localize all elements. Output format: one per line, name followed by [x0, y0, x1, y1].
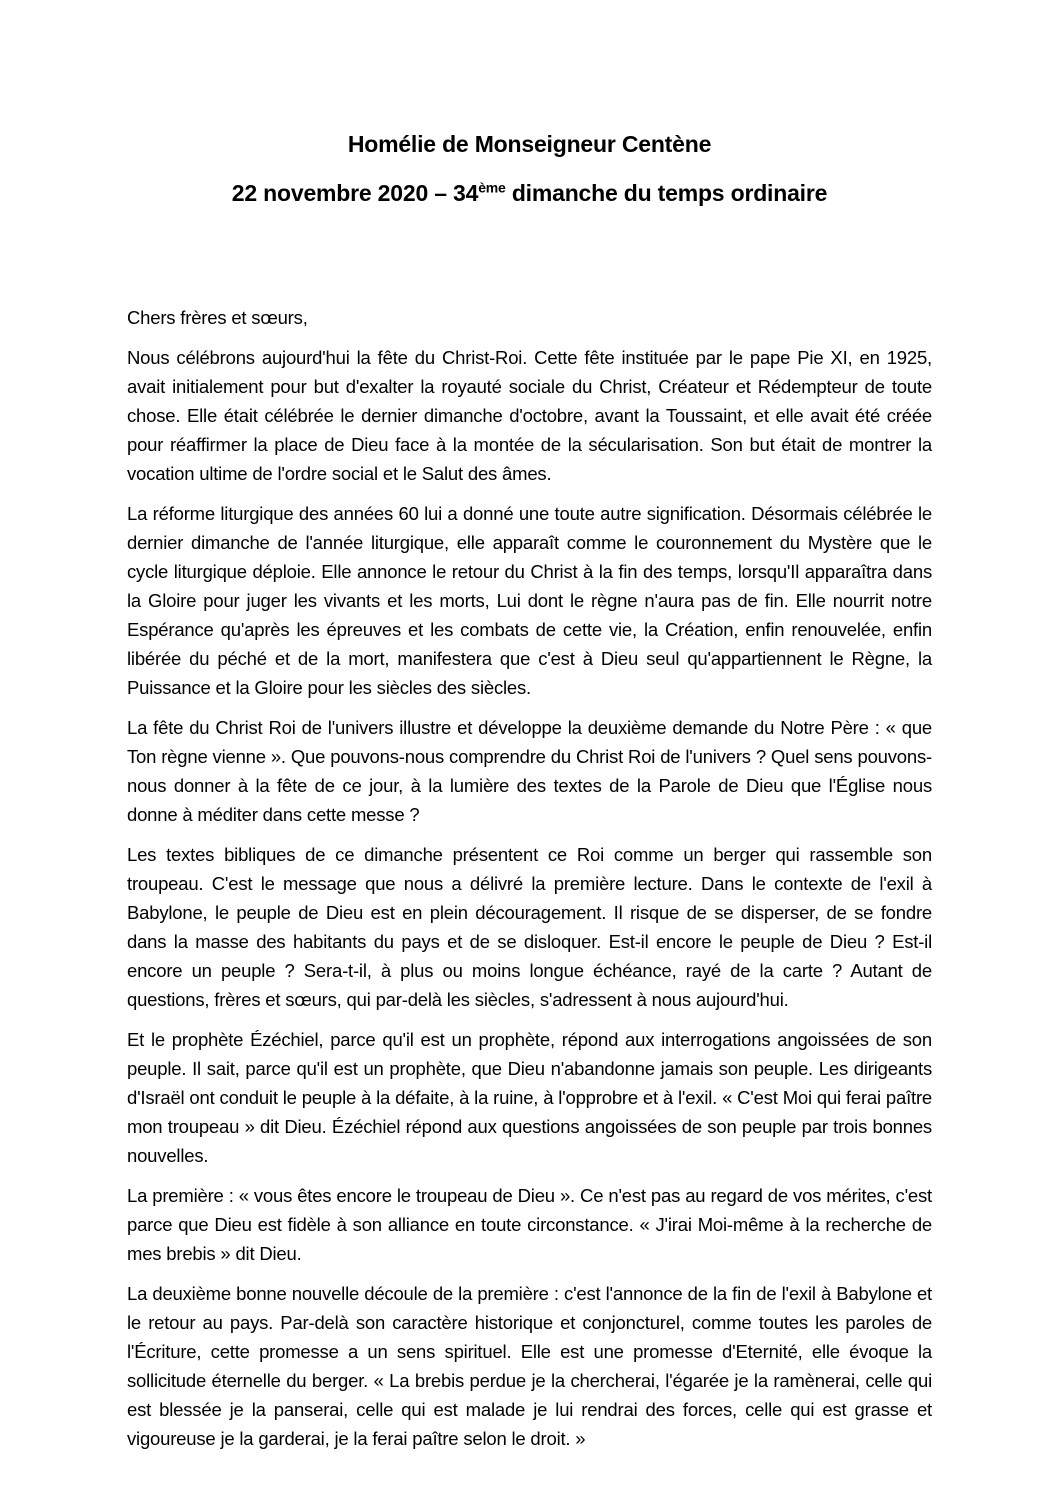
- paragraph: La réforme liturgique des années 60 lui a donné une toute autre signification. Désormais célébrée le dernier dimanche de l'année liturgique, elle apparaît comme le couronnement du Mystère que le cycle liturgique déploie. Elle annonce le retour du Christ à la fin des temps, lorsqu'Il apparaîtra dans la Gloire pour juger les vivants et les morts, Lui dont le règne n'aura pas de fin. Elle nourrit notre Espérance qu'après les épreuves et les combats de cette vie, la Création, enfin renouvelée, enfin libérée du péché et de la mort, manifestera que c'est à Dieu seul qu'appartiennent le Règne, la Puissance et la Gloire pour les siècles des siècles.: [127, 503, 932, 698]
- paragraph: Les textes bibliques de ce dimanche présentent ce Roi comme un berger qui rassemble son troupeau. C'est le message que nous a délivré la première lecture. Dans le contexte de l'exil à Babylone, le peuple de Dieu est en plein découragement. Il risque de se disperser, de se fondre dans la masse des habitants du pays et de se disloquer. Est-il encore le peuple de Dieu ? Est-il encore un peuple ? Sera-t-il, à plus ou moins longue échéance, rayé de la carte ? Autant de questions, frères et sœurs, qui par-delà les siècles, s'adressent à nous aujourd'hui.: [127, 844, 932, 1010]
- paragraph: La deuxième bonne nouvelle découle de la première : c'est l'annonce de la fin de l'exil à Babylone et le retour au pays. Par-delà son caractère historique et conjoncturel, comme toutes les paroles de l'Écriture, cette promesse a un sens spirituel. Elle est une promesse d'Eternité, elle évoque la sollicitude éternelle du berger. « La brebis perdue je la chercherai, l'égarée je la ramènerai, celle qui est blessée je la panserai, celle qui est malade je lui rendrai des forces, celle qui est grasse et vigoureuse je la garderai, je la ferai paître selon le droit. »: [127, 1283, 932, 1449]
- document-subtitle: [127, 180, 932, 206]
- paragraph: Chers frères et sœurs,: [127, 307, 308, 328]
- paragraph: Nous célébrons aujourd'hui la fête du Christ-Roi. Cette fête instituée par le pape Pie XI, en 1925, avait initialement pour but d'exalter la royauté sociale du Christ, Créateur et Rédempteur de toute chose. Elle était célébrée le dernier dimanche d'octobre, avant la Toussaint, et elle avait été créée pour réaffirmer la place de Dieu face à la montée de la sécularisation. Son but était de montrer la vocation ultime de l'ordre social et le Salut des âmes.: [127, 347, 932, 484]
- paragraph: Et le prophète Ézéchiel, parce qu'il est un prophète, répond aux interrogations angoissées de son peuple. Il sait, parce qu'il est un prophète, que Dieu n'abandonne jamais son peuple. Les dirigeants d'Israël ont conduit le peuple à la défaite, à la ruine, à l'opprobre et à l'exil. « C'est Moi qui ferai paître mon troupeau » dit Dieu. Ézéchiel répond aux questions angoissées de son peuple par trois bonnes nouvelles.: [127, 1029, 932, 1166]
- document-title: Homélie de Monseigneur Centène: [347, 131, 712, 157]
- subtitle-label: dimanche du temps ordinaire: [505, 180, 828, 206]
- paragraph: La première : « vous êtes encore le troupeau de Dieu ». Ce n'est pas au regard de vos mérites, c'est parce que Dieu est fidèle à son alliance en toute circonstance. « J'irai Moi-même à la recherche de mes brebis » dit Dieu.: [127, 1185, 932, 1264]
- subtitle-ordinal-superscript: ème: [478, 179, 506, 196]
- homily-body: [127, 303, 932, 1453]
- subtitle-date: 22 novembre 2020 – 34: [231, 180, 479, 206]
- paragraph: La fête du Christ Roi de l'univers illustre et développe la deuxième demande du Notre Père : « que Ton règne vienne ». Que pouvons-nous comprendre du Christ Roi de l'univers ? Quel sens pouvons-nous donner à la fête de ce jour, à la lumière des textes de la Parole de Dieu que l'Église nous donne à méditer dans cette messe ?: [127, 717, 932, 825]
